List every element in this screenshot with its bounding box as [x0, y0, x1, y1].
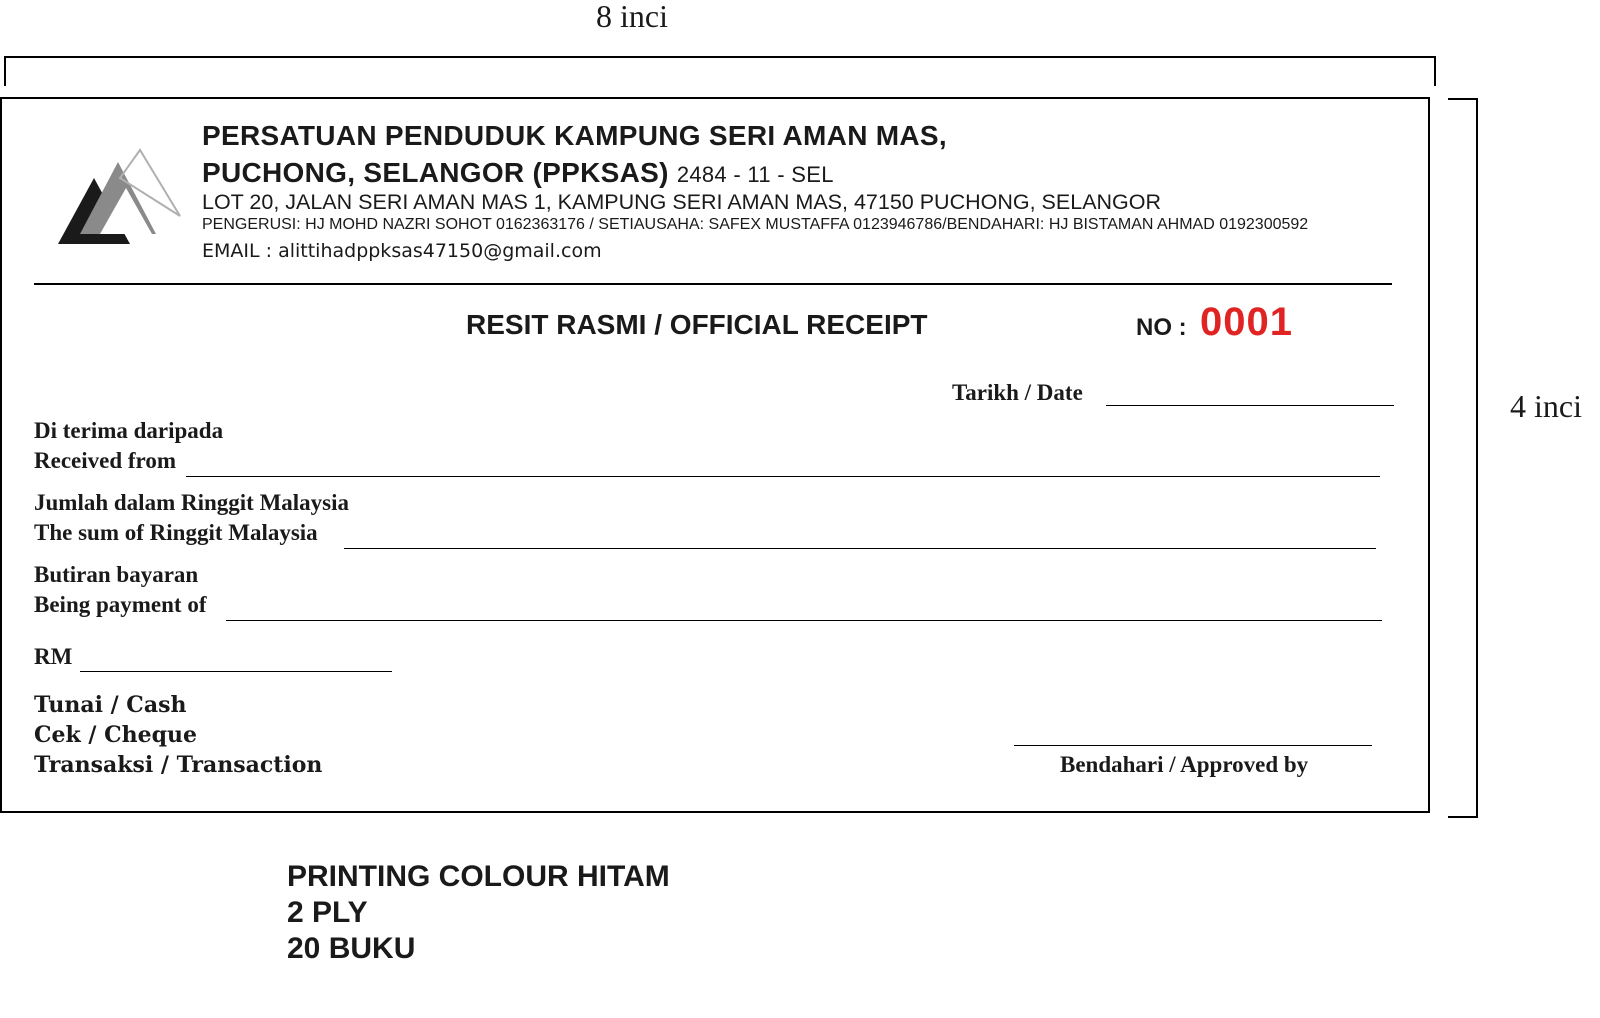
organization-address: LOT 20, JALAN SERI AMAN MAS 1, KAMPUNG SERI AMAN MAS, 47150 PUCHONG, SELANGOR: [202, 190, 1162, 214]
rm-amount-field[interactable]: [80, 671, 392, 672]
registration-number: 2484 - 11 - SEL: [676, 162, 834, 187]
receipt-number-label: NO :: [1136, 314, 1187, 341]
triangles-logo-icon: [56, 148, 186, 254]
organization-name-line2: [202, 157, 834, 189]
receipt-title: RESIT RASMI / OFFICIAL RECEIPT: [466, 309, 928, 340]
committee-contacts: PENGERUSI: HJ MOHD NAZRI SOHOT 0162363176 / SETIAUSAHA: SAFEX MUSTAFFA 0123946786/BENDAHARI: HJ BISTAMAN AHMAD 0192300592: [202, 216, 1309, 233]
received-from-label-ms: Di terima daripada: [34, 418, 224, 443]
print-spec-colour: PRINTING COLOUR HITAM: [287, 860, 670, 893]
received-from-label-en: Received from: [34, 448, 176, 473]
signature-label: Bendahari / Approved by: [1060, 752, 1309, 777]
print-spec-books: 20 BUKU: [287, 932, 416, 965]
print-spec-ply: 2 PLY: [287, 896, 368, 929]
payment-details-label-en: Being payment of: [34, 592, 207, 617]
payment-method-cash: Tunai / Cash: [34, 692, 187, 718]
received-from-field[interactable]: [186, 476, 1380, 477]
sum-label-ms: Jumlah dalam Ringgit Malaysia: [34, 490, 350, 515]
payment-method-transaction: Transaksi / Transaction: [34, 752, 323, 778]
payment-details-field[interactable]: [226, 620, 1382, 621]
receipt-number: 0001: [1200, 300, 1293, 344]
organization-name-line1: PERSATUAN PENDUDUK KAMPUNG SERI AMAN MAS,: [202, 120, 947, 151]
rm-label: RM: [34, 644, 73, 669]
payment-method-cheque: Cek / Cheque: [34, 722, 197, 748]
date-label: Tarikh / Date: [952, 380, 1083, 405]
header-divider: [34, 283, 1392, 285]
organization-name-text: PUCHONG, SELANGOR (PPKSAS): [202, 157, 669, 188]
payment-details-label-ms: Butiran bayaran: [34, 562, 199, 587]
sum-field[interactable]: [344, 548, 1376, 549]
sum-label-en: The sum of Ringgit Malaysia: [34, 520, 318, 545]
width-dimension-bracket: [4, 56, 1436, 86]
width-dimension-label: 8 inci: [596, 0, 668, 34]
height-dimension-label: 4 inci: [1510, 388, 1582, 424]
signature-field[interactable]: [1014, 745, 1372, 746]
date-field[interactable]: [1106, 405, 1394, 406]
height-dimension-bracket: [1448, 98, 1478, 818]
organization-email: EMAIL : alittihadppksas47150@gmail.com: [202, 240, 602, 262]
